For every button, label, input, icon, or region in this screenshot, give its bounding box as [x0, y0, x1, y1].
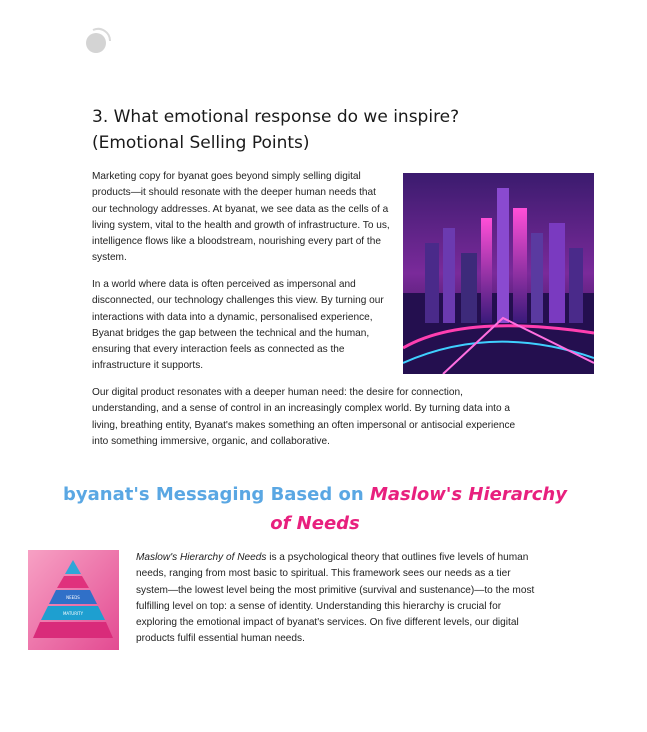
messaging-title-plain: byanat's Messaging Based on: [63, 484, 370, 505]
pyramid-label-needs: NEEDS: [66, 595, 80, 600]
section-heading: 3. What emotional response do we inspire? (Emotional Selling Points): [92, 107, 460, 153]
messaging-title: [60, 480, 570, 538]
logo-icon: [83, 27, 113, 57]
maslow-pyramid-image: [28, 550, 119, 650]
messaging-title-highlight: Maslow's Hierarchy of Needs: [270, 484, 567, 534]
pyramid-label-maturity: MATURITY: [62, 611, 84, 616]
futuristic-city-image: [403, 173, 594, 374]
maslow-paragraph: [136, 550, 536, 648]
maslow-paragraph-italic: Maslow's Hierarchy of Needs: [136, 552, 267, 563]
maslow-paragraph-text: is a psychological theory that outlines five levels of human needs, ranging from most basic to spiritual. This framework sees our needs as a tier system—the lowest level being the most primitive (survival and sustenance)—to the most fulfilling level on top: a sense of identity. Understanding this hierarchy is crucial for exploring the emotional impact of byanat's services. On five different levels, our digital products fulfil essential human needs.: [136, 552, 535, 645]
third-paragraph: Our digital product resonates with a deeper human need: the desire for connection, understanding, and a sense of control in an increasingly complex world. By turning data into a living, breathing entity, Byanat's makes something an often impersonal or antisocial experience into something immersive, organic, and collaborative.: [92, 387, 516, 447]
second-paragraph: In a world where data is often perceived as impersonal and disconnected, our technology challenges this view. By turning our interactions with data into a dynamic, personalised experience, Byanat bridges the gap between the technical and the human, ensuring that every interaction feels as connected as the infrastructure it supports.: [92, 279, 384, 372]
intro-paragraph: Marketing copy for byanat goes beyond simply selling digital products—it should resonate with the deeper human needs that our technology addresses. At byanat, we see data as the cells of a living system, vital to the health and growth of infrastructure. To us, intelligence flows like a bloodstream, nourishing every part of the system.: [92, 171, 390, 264]
